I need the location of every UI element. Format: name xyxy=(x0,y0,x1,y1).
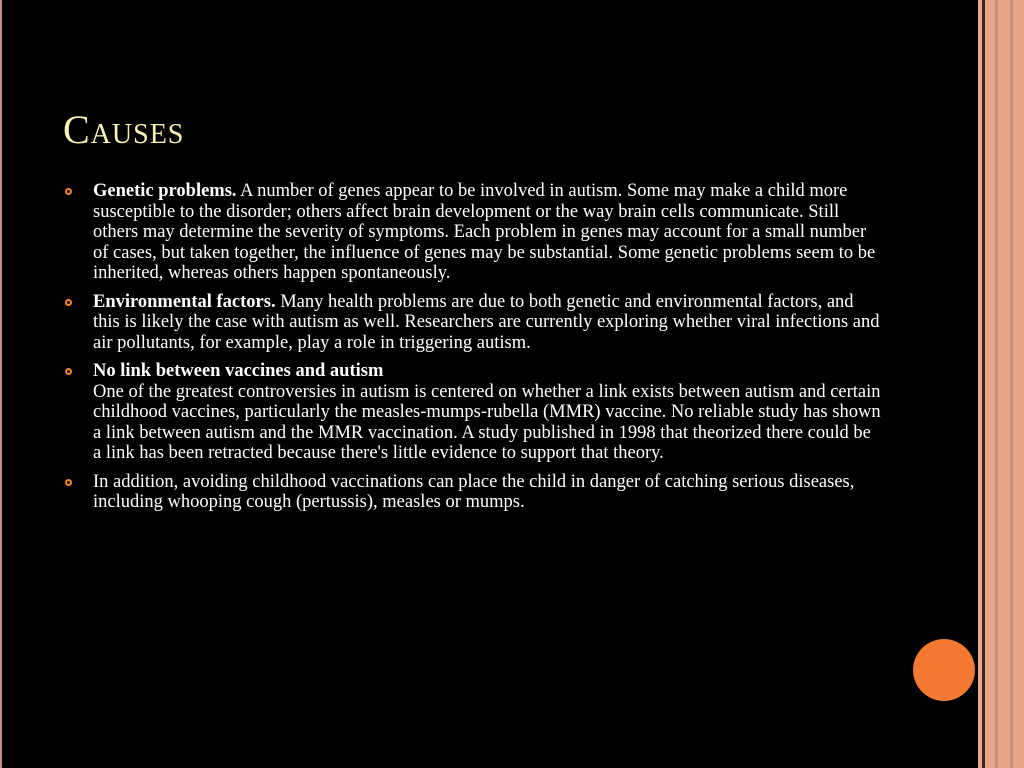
decorative-stripes xyxy=(978,0,1024,768)
bullet-ring-icon xyxy=(65,368,72,375)
bullet-body: A number of genes appear to be involved in autism. Some may make a child more susceptible to the disorder; others affect brain development or the way brain cells communicate. Still others may determine the severity of symptoms. Each problem in genes may account for a small number of cases, but taken together, the influence of genes may be substantial. Some genetic problems seem to be inherited, whereas others happen spontaneously. xyxy=(93,181,876,283)
bullet-body: In addition, avoiding childhood vaccinations can place the child in danger of catching serious diseases, including whooping cough (pertussis), measles or mumps. xyxy=(93,471,855,512)
bullet-text xyxy=(93,361,883,464)
stripe xyxy=(998,0,1010,768)
accent-circle-icon xyxy=(913,639,975,701)
stripe xyxy=(1013,0,1024,768)
stripe xyxy=(985,0,995,768)
bullet-item-genetic xyxy=(63,181,883,284)
bullet-body: Many health problems are due to both genetic and environmental factors, and this is likely the case with autism as well. Researchers are currently exploring whether viral infections and air pollutants, for example, play a role in triggering autism. xyxy=(93,291,880,353)
bullet-text xyxy=(93,472,883,513)
bullet-item-vaccines xyxy=(63,361,883,464)
bullet-item-environmental xyxy=(63,292,883,354)
bullet-ring-icon xyxy=(65,188,72,195)
bullet-text xyxy=(93,292,883,354)
bullet-list xyxy=(63,181,883,521)
bullet-ring-icon xyxy=(65,479,72,486)
slide-title: Causes xyxy=(63,107,185,152)
bullet-heading: Environmental factors. xyxy=(93,291,276,312)
bullet-text xyxy=(93,181,883,284)
bullet-ring-icon xyxy=(65,299,72,306)
bullet-heading: No link between vaccines and autism xyxy=(93,361,384,381)
bullet-item-vaccination-danger xyxy=(63,472,883,513)
bullet-body: One of the greatest controversies in autism is centered on whether a link exists between autism and certain childhood vaccines, particularly the measles-mumps-rubella (MMR) vaccine. No reliable study has shown a link between autism and the MMR vaccination. A study published in 1998 that theorized there could be a link has been retracted because there's little evidence to support that theory. xyxy=(93,381,881,463)
left-frame-line xyxy=(0,0,2,768)
bullet-heading: Genetic problems. xyxy=(93,181,237,201)
